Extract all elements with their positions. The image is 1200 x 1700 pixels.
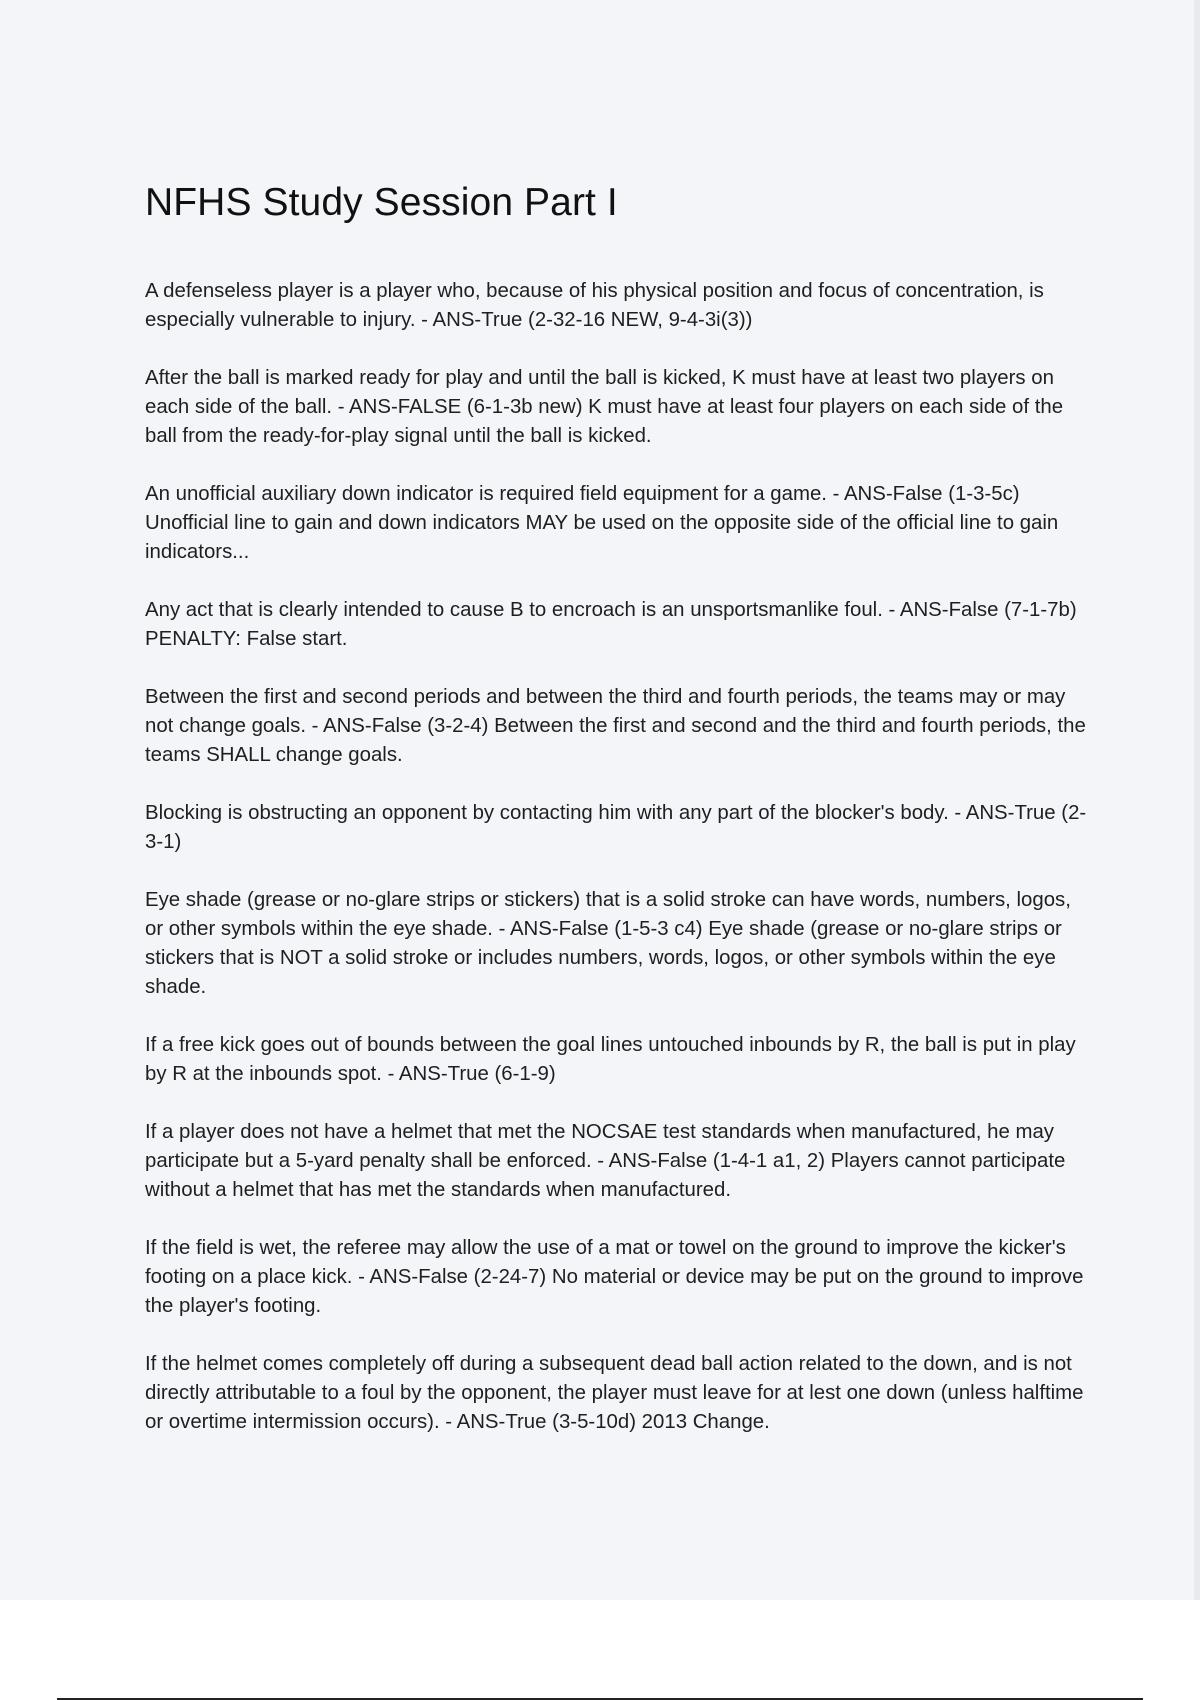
question-item-11: If the helmet comes completely off during a subsequent dead ball action related to the down, and is not directly attributable to a foul by the opponent, the player must leave for at lest one down (unless halftime or overtime intermission occurs). - ANS-True (3-5-10d) 2013 Change. — [145, 1353, 1084, 1433]
question-item-1: A defenseless player is a player who, because of his physical position and focus of concentration, is especially vulnerable to injury. - ANS-True (2-32-16 NEW, 9-4-3i(3)) — [145, 280, 1044, 331]
question-item-9: If a player does not have a helmet that met the NOCSAE test standards when manufactured, he may participate but a 5-yard penalty shall be enforced. - ANS-False (1-4-1 a1, 2) Players cannot participate without a helmet that has met the standards when manufactured. — [145, 1121, 1066, 1201]
question-item-6: Blocking is obstructing an opponent by contacting him with any part of the blocker's body. - ANS-True (2-3-1) — [145, 802, 1087, 853]
page-edge — [1194, 0, 1200, 1600]
question-item-4: Any act that is clearly intended to cause B to encroach is an unsportsmanlike foul. - ANS-False (7-1-7b) PENALTY: False start. — [145, 599, 1077, 650]
question-item-10: If the field is wet, the referee may allow the use of a mat or towel on the ground to improve the kicker's footing on a place kick. - ANS-False (2-24-7) No material or device may be put on the ground to improve the player's footing. — [145, 1237, 1084, 1317]
question-item-5: Between the first and second periods and between the third and fourth periods, the teams may or may not change goals. - ANS-False (3-2-4) Between the first and second and the third and fourth periods, the teams SHALL change goals. — [145, 686, 1086, 766]
question-item-3: An unofficial auxiliary down indicator is required field equipment for a game. - ANS-False (1-3-5c) Unofficial line to gain and down indicators MAY be used on the opposite side of the official line to gain indicators... — [145, 483, 1059, 563]
question-item-2: After the ball is marked ready for play and until the ball is kicked, K must have at least two players on each side of the ball. - ANS-FALSE (6-1-3b new) K must have at least four players on each side of the ball from the ready-for-play signal until the ball is kicked. — [145, 367, 1064, 447]
question-item-7: Eye shade (grease or no-glare strips or stickers) that is a solid stroke can have words, numbers, logos, or other symbols within the eye shade. - ANS-False (1-5-3 c4) Eye shade (grease or no-glare strips or stickers that is NOT a solid stroke or includes numbers, words, logos, or other symbols within the eye shade. — [145, 889, 1071, 998]
question-list — [145, 277, 1090, 1466]
question-item-8: If a free kick goes out of bounds between the goal lines untouched inbounds by R, the ball is put in play by R at the inbounds spot. - ANS-True (6-1-9) — [145, 1034, 1076, 1085]
document-title: NFHS Study Session Part I — [145, 181, 618, 224]
